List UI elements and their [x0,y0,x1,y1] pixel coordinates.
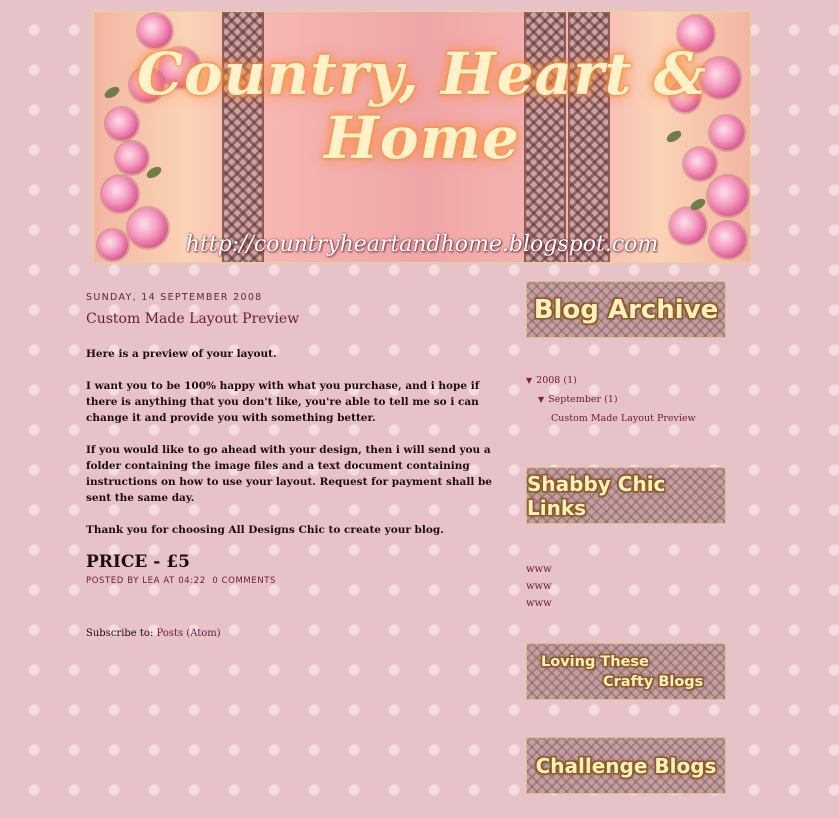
subscribe-label: Subscribe to: [86,628,154,639]
post-paragraph: Here is a preview of your layout. [86,348,277,360]
post-price: PRICE - £5 [86,552,190,572]
post-comments-link[interactable]: 0 COMMENTS [212,576,277,586]
blog-header-banner[interactable] [93,11,751,263]
archive-month[interactable]: September [548,394,602,405]
main-column [86,292,496,639]
triangle-down-icon[interactable]: ▼ [538,395,545,404]
blog-archive-banner: Blog Archive [526,281,726,338]
post-paragraph: If you would like to go ahead with your design, then i will send you a folder containing the image files and a text document containing instructions on how to use your layout. Request for payment shall be sent the same day. [86,444,492,504]
blog-title: Country, Heart & Home [136,40,708,172]
post-body [86,346,496,538]
archive-year-item[interactable] [526,375,696,386]
post-paragraph: Thank you for choosing All Designs Chic to create your blog. [86,524,444,536]
link-item[interactable]: www [526,581,552,592]
link-item[interactable]: www [526,564,552,575]
post-date: SUNDAY, 14 SEPTEMBER 2008 [86,292,263,303]
archive-month-count: (1) [604,394,618,405]
posted-by-label: POSTED BY [86,576,139,586]
link-item[interactable]: www [526,598,552,609]
archive-year[interactable]: 2008 [536,375,561,386]
archive-year-count: (1) [563,375,577,386]
blog-archive-widget [526,375,696,432]
links-list [526,561,552,612]
subscribe-atom-link[interactable]: Posts (Atom) [156,628,221,639]
shabby-chic-links-banner: Shabby Chic Links [526,467,726,524]
triangle-down-icon[interactable]: ▼ [526,376,533,385]
challenge-blogs-banner[interactable]: Challenge Blogs [526,737,726,794]
crafty-banner-line1: Loving These [541,654,649,670]
archive-month-item[interactable] [526,394,696,405]
post-paragraph: I want you to be 100% happy with what you purchase, and i hope if there is anything that you don't like, you're able to tell me so i can change it and provide you with something better. [86,380,480,424]
post-author-link[interactable]: LEA [142,576,161,586]
post-footer [86,576,496,586]
crafty-banner-line2: Crafty Blogs [603,674,704,690]
post-title[interactable]: Custom Made Layout Preview [86,311,300,327]
posted-at-label: AT [163,576,175,586]
blog-url: http://countryheartandhome.blogspot.com [185,232,659,257]
subscribe-line [86,628,496,639]
crafty-blogs-banner[interactable] [526,643,726,700]
archive-post-link[interactable]: Custom Made Layout Preview [551,413,696,424]
post-time-link[interactable]: 04:22 [178,576,206,586]
